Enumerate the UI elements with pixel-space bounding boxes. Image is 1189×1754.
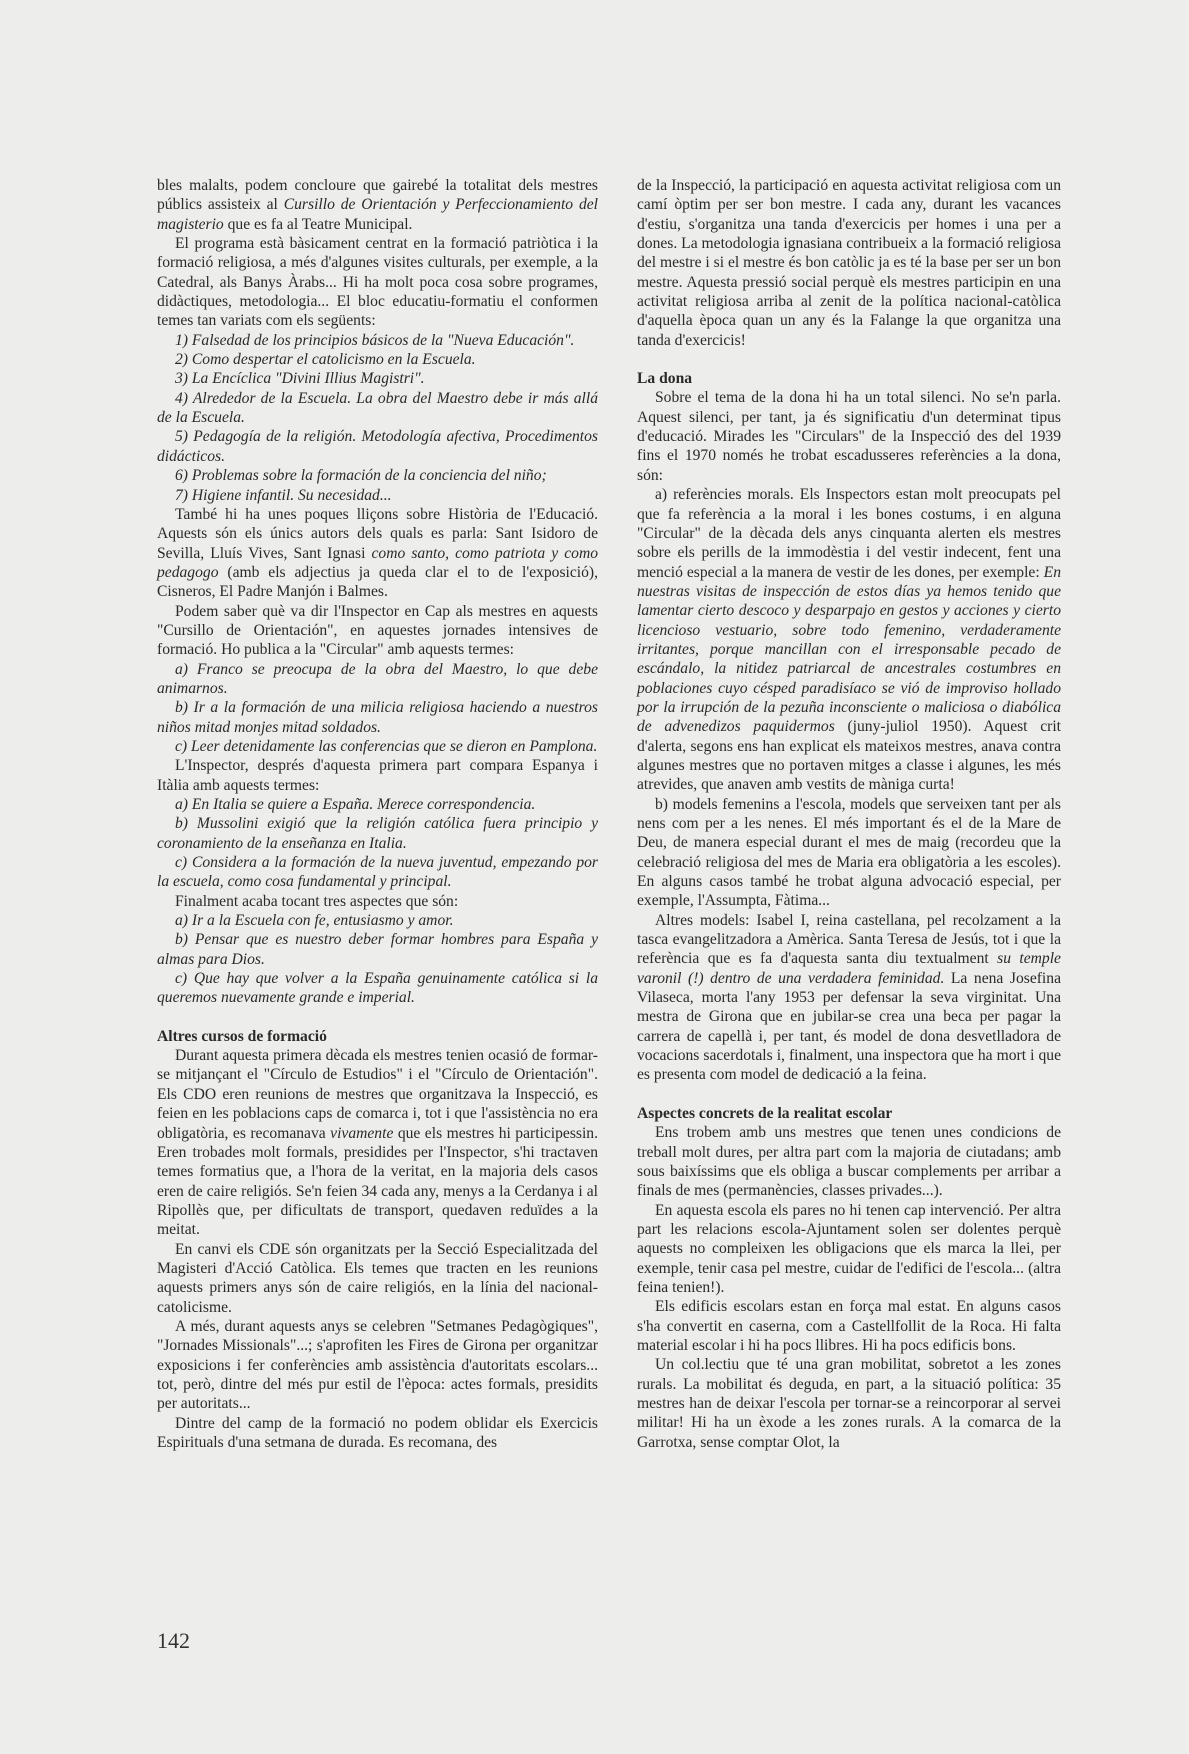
page-number: 142: [157, 1628, 190, 1653]
paragraph: Sobre el tema de la dona hi ha un total silenci. No se'n parla. Aquest silenci, per tant, ja és significatiu d'un determinat tipus d'educació. Mirades les "Circulars" de la Inspecció des del 1939 fins el 1970 només he trobat escadusseres referències a la dona, són:: [637, 389, 1061, 484]
paragraph: b) models femenins a l'escola, models que serveixen tant per als nens com per a les nenes. El més important és el de la Mare de Deu, de manera especial durant el mes de maig (recordeu que la celebració religiosa del mes de Maria era obligatòria a les escoles). En alguns casos també he trobat alguna advocació especial, per exemple, l'Assumpta, Fàtima...: [637, 795, 1061, 910]
paragraph: Els edificis escolars estan en força mal estat. En alguns casos s'ha convertit en caserna, com a Castellfollit de la Roca. Hi falta material escolar i hi ha pocs llibres. Hi ha pocs edificis bons.: [637, 1298, 1061, 1354]
quote-item: b) Mussolini exigió que la religión católica fuera principio y coronamiento de la enseñanza en Italia.: [157, 815, 598, 852]
quote-item: b) Ir a la formación de una milicia religiosa haciendo a nuestros niños mitad monjes mitad soldados.: [157, 699, 598, 736]
paragraph: Finalment acaba tocant tres aspectes que són:: [175, 892, 459, 910]
paragraph: A més, durant aquests anys se celebren "Setmanes Pedagògiques", "Jornades Missionals"...; s'aprofiten les Fires de Girona per organitzar exposicions i fer conferències amb assistència d'autoritats escolars... tot, però, dintre del més pur estil de l'època: actes formals, presidits per autoritats...: [157, 1317, 598, 1413]
paragraph: bles malalts, podem concloure que gairebé la totalitat dels mestres públics assisteix al Cursillo de Orientación y Perfeccionamiento del magisterio que es fa al Teatre Municipal.: [157, 177, 598, 233]
quote-item: c) Considera a la formación de la nueva juventud, empezando por la escuela, como cosa fundamental y principal.: [157, 854, 598, 891]
quote-item: c) Leer detenidamente las conferencias que se dieron en Pamplona.: [175, 737, 598, 755]
section-heading: Aspectes concrets de la realitat escolar: [637, 1104, 893, 1122]
quote-item: a) En Italia se quiere a España. Merece correspondencia.: [175, 796, 536, 813]
paragraph: En aquesta escola els pares no hi tenen cap intervenció. Per altra part les relacions escola-Ajuntament solen ser dolentes perquè aquests no compleixen les obligacions que els marca la llei, per exemple, tenir casa pel mestre, cuidar de l'edifici de l'escola... (altra feina tenien!).: [637, 1201, 1061, 1296]
topic-item: 1) Falsedad de los principios básicos de la "Nueva Educación".: [175, 331, 575, 349]
topic-item: 7) Higiene infantil. Su necesidad...: [175, 486, 392, 504]
section-heading: La dona: [637, 370, 693, 388]
quote-item: a) Franco se preocupa de la obra del Maestro, lo que debe animarnos.: [157, 660, 598, 697]
topic-item: 2) Como despertar el catolicismo en la Escuela.: [175, 351, 476, 369]
topic-item: 3) La Encíclica "Divini Illius Magistri".: [175, 370, 425, 388]
quote-item: b) Pensar que es nuestro deber formar hombres para España y almas para Dios.: [157, 931, 598, 968]
paragraph: També hi ha unes poques lliçons sobre Història de l'Educació. Aquests són els únics autors dels quals es parla: Sant Isidoro de Sevilla, Lluís Vives, Sant Ignasi como santo, como patriota y como pedagogo (amb els adjectius ja queda clar el to de l'exposició), Cisneros, El Padre Manjón i Balmes.: [157, 505, 598, 601]
paragraph: de la Inspecció, la participació en aquesta activitat religiosa com un camí òptim per ser bon mestre. I cada any, durant les vacances d'estiu, s'organitza una tanda d'exercicis per homes i una per a dones. La metodologia ignasiana contribueix a la formació religiosa del mestre i si el mestre és bon catòlic ja es té la base per ser un bon mestre. Aquesta pressió social perquè els mestres participin en una activitat religiosa arriba al zenit de la política nacional-catòlica d'aquella època quan un any és la Falange la que organitza una tanda d'exercicis!: [637, 177, 1061, 349]
paragraph: L'Inspector, després d'aquesta primera part compara Espanya i Itàlia amb aquests termes:: [157, 757, 598, 794]
paragraph: Podem saber què va dir l'Inspector en Cap als mestres en aquests "Cursillo de Orientación", en aquestes jornades intensives de formació. Ho publica a la "Circular" amb aquests termes:: [157, 602, 598, 659]
topic-item: 6) Problemas sobre la formación de la conciencia del niño;: [175, 467, 547, 485]
topic-item: 4) Alrededor de la Escuela. La obra del Maestro debe ir más allá de la Escuela.: [157, 389, 598, 427]
paragraph: En canvi els CDE són organitzats per la Secció Especialitzada del Magisteri d'Acció Catòlica. Els temes que tracten en les reunions aquests primers anys són de caire religiós, en la línia del nacional-catolicisme.: [157, 1240, 598, 1316]
paragraph: Durant aquesta primera dècada els mestres tenien ocasió de formar-se mitjançant el "Círculo de Estudios" i el "Círculo de Orientación". Els CDO eren reunions de mestres que organitzava la Inspecció, es feien en les poblacions caps de comarca i, tot i que l'assistència no era obligatòria, es recomanava vivamente que els mestres hi participessin. Eren trobades molt formals, presidides per l'Inspector, s'hi tractaven temes formatius que, a l'hora de la veritat, en la majoria dels casos eren de caire religiós. Se'n feien 34 cada any, menys a la Cerdanya i al Ripollès que, per dificultats de transport, quedaven reduïdes a la meitat.: [157, 1047, 598, 1239]
paragraph: Un col.lectiu que té una gran mobilitat, sobretot a les zones rurals. La mobilitat és deguda, en part, a la situació política: 35 mestres han de deixar l'escola per tornar-se a reincorporar al servei militar! Hi ha un èxode a les zones rurals. A la comarca de la Garrotxa, sense comptar Olot, la: [637, 1356, 1061, 1451]
right-column: [637, 176, 1061, 1452]
quote-item: a) Ir a la Escuela con fe, entusiasmo y amor.: [175, 912, 454, 930]
left-column: [157, 176, 598, 1452]
paragraph: Ens trobem amb uns mestres que tenen unes condicions de treball molt dures, per altra part com la majoria de ciutadans; amb sous baixíssims que els obliga a buscar complements per arribar a finals de mes (permanències, classes privades...).: [637, 1124, 1061, 1200]
topic-item: 5) Pedagogía de la religión. Metodología afectiva, Procedimentos didácticos.: [157, 428, 598, 465]
quote-item: c) Que hay que volver a la España genuinamente católica si la queremos nuevamente grande e imperial.: [157, 970, 598, 1007]
paragraph: Altres models: Isabel I, reina castellana, pel recolzament a la tasca evangelitzadora a Amèrica. Santa Teresa de Jesús, tot i que la referència que es fa d'aquesta santa diu textualment su temple varonil (!) dentro de una verdadera feminidad. La nena Josefina Vilaseca, morta l'any 1953 per defensar la seva virginitat. Una mestra de Girona que en jubilar-se crea una beca per pagar la carrera de capellà i, per tant, és model de dona desvetlladora de vocacions sacerdotals i, finalment, una inspectora que ha mort i que es presenta com model de dedicació a la feina.: [637, 911, 1061, 1084]
paragraph: Dintre del camp de la formació no podem oblidar els Exercicis Espirituals d'una setmana de durada. Es recomana, des: [157, 1414, 598, 1451]
paragraph: El programa està bàsicament centrat en la formació patriòtica i la formació religiosa, a més d'algunes visites culturals, per exemple, a la Catedral, als Banys Àrabs... Hi ha molt poca cosa sobre programes, didàctiques, metodologia... El bloc educatiu-formatiu el conformen temes tan variats com els següents:: [157, 235, 598, 330]
paragraph: a) referències morals. Els Inspectors estan molt preocupats pel que fa referència a la moral i les bones costums, i en alguna "Circular" de la dècada dels anys cinquanta alerten els mestres sobre els perills de la immodèstia i del vestir indecent, fent una menció especial a la manera de vestir de les dones, per exemple: En nuestras visitas de inspección de estos días ya hemos tenido que lamentar cierto descoco y desparpajo en gestos y acciones y cierto licencioso vestuario, sobre todo femenino, verdaderamente irritantes, porque mancillan con el irresponsable pecado de escándalo, la nitidez patriarcal de ancestrales costumbres en poblaciones cuyo césped paradisíaco se vió de improviso hollado por la irrupción de la pezuña inconsciente o maliciosa o diabólica de advenedizos paquidermos (juny-juliol 1950). Aquest crit d'alerta, segons ens han explicat els mateixos mestres, anava contra algunes mestres que no portaven mitges a classe i algunes, les més atrevides, que anaven amb vestits de màniga curta!: [637, 486, 1061, 794]
section-heading: Altres cursos de formació: [157, 1027, 327, 1045]
